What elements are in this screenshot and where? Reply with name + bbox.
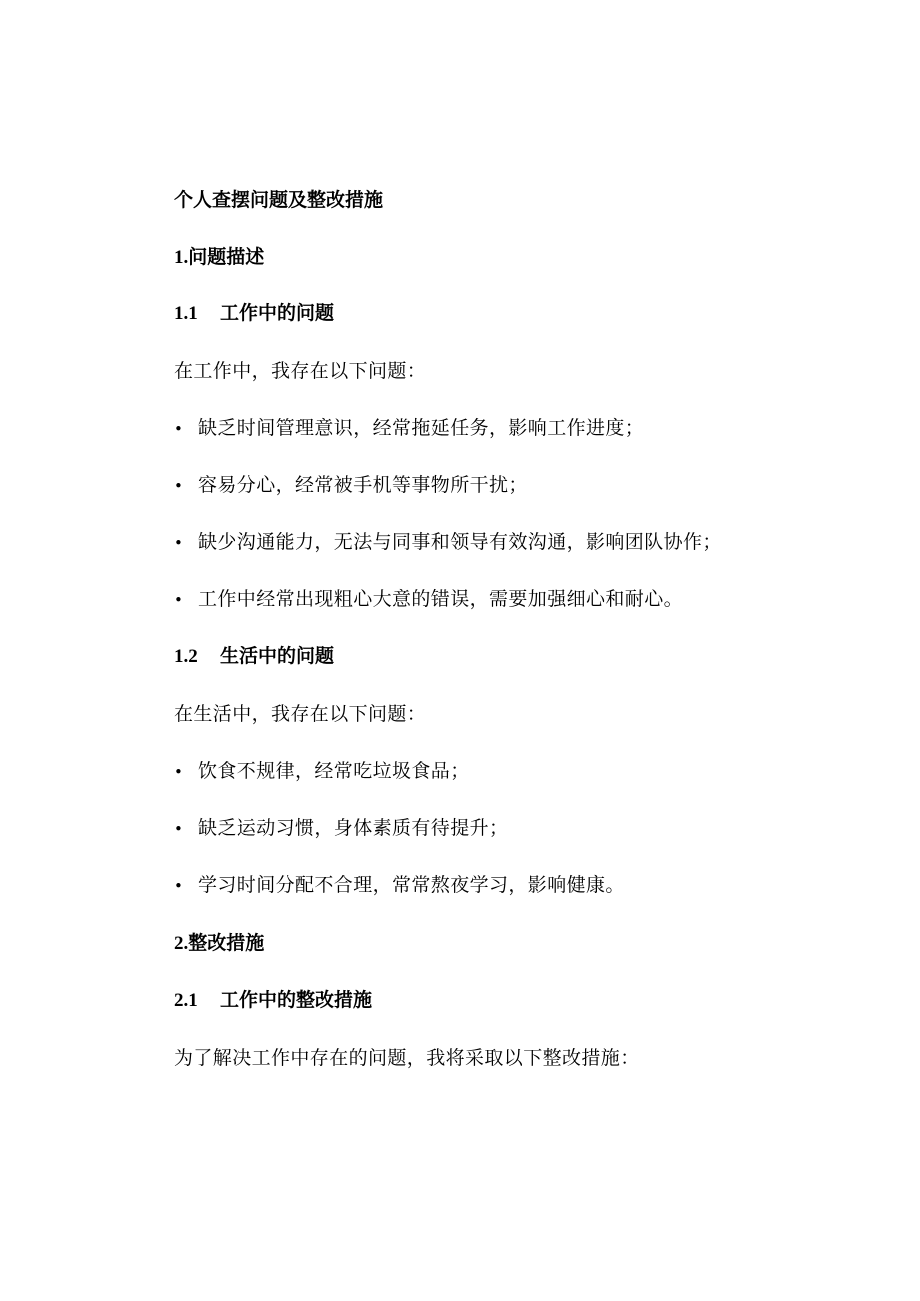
subsection-heading-1-1 <box>174 300 334 327</box>
bullet-icon: • <box>174 591 184 609</box>
list-item-text: 缺乏运动习惯，身体素质有待提升； <box>198 817 509 839</box>
section-heading-2 <box>174 930 264 957</box>
bullet-icon: • <box>174 877 184 895</box>
subsection-heading-text: 工作中的整改措施 <box>220 989 373 1011</box>
section-heading-text: 整改措施 <box>188 932 265 954</box>
document-title: 个人查摆问题及整改措施 <box>174 189 384 211</box>
bullet-icon: • <box>174 477 184 495</box>
list-item <box>174 758 470 785</box>
list-item <box>174 872 625 899</box>
list-item-text: 工作中经常出现粗心大意的错误，需要加强细心和耐心。 <box>198 588 684 610</box>
paragraph-intro-2-1: 为了解决工作中存在的问题，我将采取以下整改措施： <box>174 1047 640 1069</box>
bullet-icon: • <box>174 763 184 781</box>
bullet-icon: • <box>174 534 184 552</box>
list-item <box>174 529 722 556</box>
list-item <box>174 472 528 499</box>
paragraph-intro-1-1: 在工作中，我存在以下问题： <box>174 360 427 382</box>
list-item-text: 缺少沟通能力，无法与同事和领导有效沟通，影响团队协作； <box>198 531 722 553</box>
list-item-text: 缺乏时间管理意识，经常拖延任务，影响工作进度； <box>198 417 645 439</box>
list-item-text: 饮食不规律，经常吃垃圾食品； <box>198 760 470 782</box>
subsection-number: 1.1 <box>174 303 198 324</box>
list-item <box>174 415 644 442</box>
subsection-number: 2.1 <box>174 990 198 1011</box>
subsection-heading-text: 工作中的问题 <box>220 302 335 324</box>
paragraph-intro-1-2: 在生活中，我存在以下问题： <box>174 703 427 725</box>
list-item <box>174 586 683 613</box>
bullet-icon: • <box>174 820 184 838</box>
section-heading-text: 问题描述 <box>188 246 265 268</box>
subsection-heading-text: 生活中的问题 <box>220 645 335 667</box>
subsection-number: 1.2 <box>174 646 198 667</box>
bullet-icon: • <box>174 420 184 438</box>
subsection-heading-2-1 <box>174 987 372 1014</box>
list-item-text: 学习时间分配不合理，常常熬夜学习，影响健康。 <box>198 874 625 896</box>
section-number: 2. <box>174 933 189 954</box>
section-heading-1 <box>174 244 264 271</box>
list-item <box>174 815 508 842</box>
subsection-heading-1-2 <box>174 643 334 670</box>
list-item-text: 容易分心，经常被手机等事物所干扰； <box>198 474 528 496</box>
section-number: 1. <box>174 247 189 268</box>
